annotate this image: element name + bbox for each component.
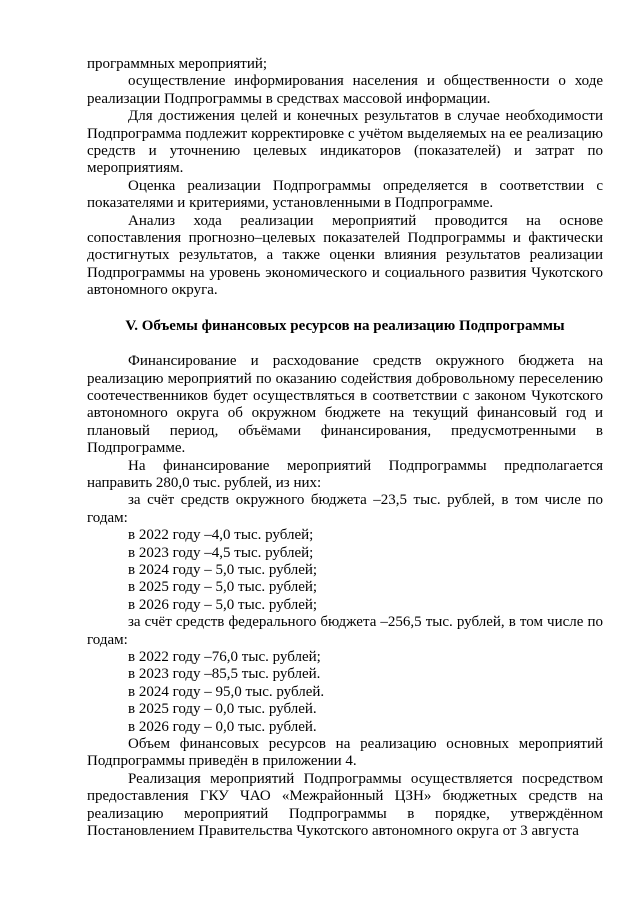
paragraph-measures-end: программных мероприятий; <box>87 56 268 72</box>
federal-year-item: в 2024 году – 95,0 тыс. рублей. <box>128 683 325 700</box>
paragraph-federal-budget: за счёт средств федерального бюджета –256,5 тыс. рублей, в том числе по годам: <box>87 614 603 648</box>
regional-year-item: в 2026 году – 5,0 тыс. рублей; <box>128 596 318 613</box>
paragraph-informing: осуществление информирования населения и общественности о ходе реализации Подпрограммы в средствах массовой информации. <box>87 73 603 107</box>
federal-year-item: в 2025 году – 0,0 тыс. рублей. <box>128 701 317 718</box>
paragraph-total: На финансирование мероприятий Подпрограммы предполагается направить 280,0 тыс. рублей, из них: <box>87 457 603 491</box>
regional-year-item: в 2022 году –4,0 тыс. рублей; <box>128 527 314 544</box>
federal-year-item: в 2023 году –85,5 тыс. рублей. <box>128 666 321 683</box>
regional-year-item: в 2025 году – 5,0 тыс. рублей; <box>128 579 318 596</box>
regional-year-item: в 2023 году –4,5 тыс. рублей; <box>128 544 314 561</box>
paragraph-appendix-ref: Объем финансовых ресурсов на реализацию основных мероприятий Подпрограммы приведён в приложении 4. <box>87 736 603 770</box>
section-heading: V. Объемы финансовых ресурсов на реализацию Подпрограммы <box>125 317 565 334</box>
federal-year-item: в 2022 году –76,0 тыс. рублей; <box>128 649 321 665</box>
paragraph-analysis: Анализ хода реализации мероприятий проводится на основе сопоставления прогнозно–целевых показателей Подпрограммы и фактически достигнутых результатов, а также оценки влияния результатов реализации Подпрограммы на уровень экономического и социального развития Чукотского автономного округа. <box>87 212 603 299</box>
paragraph-implementation: Реализация мероприятий Подпрограммы осуществляется посредством предоставления ГКУ ЧАО «Межрайонный ЦЗН» бюджетных средств на реализацию мероприятий Подпрограммы в порядке, утверждённом Постановлением Правительства Чукотского автономного округа от 3 августа <box>87 770 603 840</box>
regional-year-item: в 2024 году – 5,0 тыс. рублей; <box>128 561 318 578</box>
federal-year-item: в 2026 году – 0,0 тыс. рублей. <box>128 718 317 735</box>
document-page <box>87 56 603 840</box>
paragraph-regional-budget: за счёт средств окружного бюджета –23,5 тыс. рублей, в том числе по годам: <box>87 492 603 526</box>
paragraph-correction: Для достижения целей и конечных результатов в случае необходимости Подпрограмма подлежит корректировке с учётом выделяемых на ее реализацию средств и уточнению целевых индикаторов (показателей) и затрат по мероприятиям. <box>87 108 603 177</box>
federal-year-list <box>87 649 603 736</box>
paragraph-evaluation: Оценка реализации Подпрограммы определяется в соответствии с показателями и критериями, установленными в Подпрограмме. <box>87 177 603 212</box>
paragraph-financing-intro: Финансирование и расходование средств окружного бюджета на реализацию мероприятий по оказанию содействия добровольному переселению соотечественников будет осуществляться в соответствии с законом Чукотского автономного округа об окружном бюджете на текущий финансовый год и плановый период, объёмами финансирования, предусмотренными в Подпрограмме. <box>87 353 603 457</box>
regional-year-list <box>87 527 603 614</box>
